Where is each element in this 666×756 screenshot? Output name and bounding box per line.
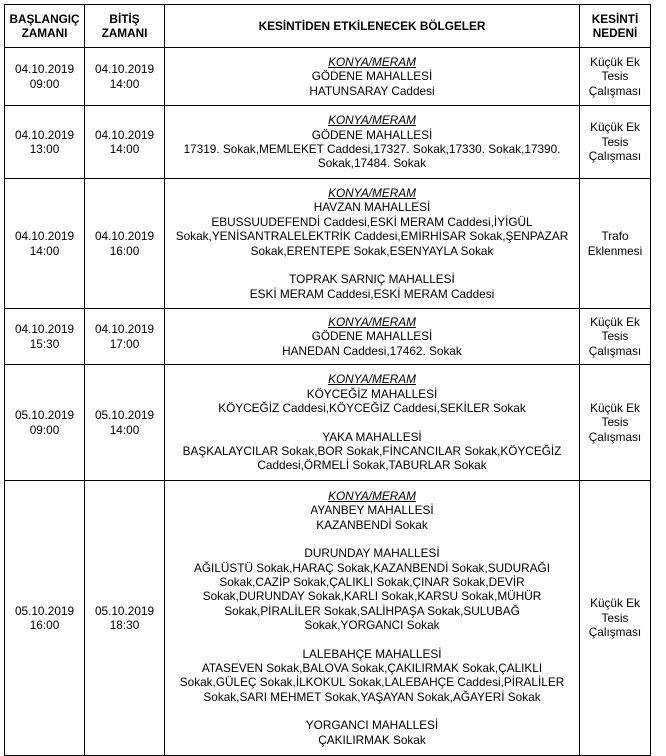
region-spacer <box>167 633 577 647</box>
street-list-line: HANEDAN Caddesi,17462. Sokak <box>282 343 462 358</box>
neighborhood-name: KÖYCEĞİZ MAHALLESİ <box>306 386 438 401</box>
start-time-cell: 04.10.2019 09:00 <box>5 48 85 106</box>
street-list-line: KÖYCEĞİZ Caddesi,KÖYCEĞİZ Caddesi,SEKİLER Sokak <box>218 401 526 416</box>
affected-regions-cell <box>165 365 580 481</box>
street-list-line: EBUSSUUDEFENDİ Caddesi,ESKİ MERAM Caddesi,İYİGÜL <box>211 214 533 229</box>
province-label: KONYA/MERAM <box>328 186 416 201</box>
street-list-line: ATASEVEN Sokak,BALOVA Sokak,ÇAKILIRMAK Sokak,ÇALIKLI <box>201 661 543 676</box>
header-end-time: BİTİŞ ZAMANI <box>85 5 165 48</box>
neighborhood-name: GÖDENE MAHALLESİ <box>311 329 433 344</box>
table-row <box>5 179 651 309</box>
outage-table <box>4 4 651 756</box>
province-label: KONYA/MERAM <box>328 314 416 329</box>
street-list-line: Sokak,GÜLEÇ Sokak,İLKOKUL Sokak,LALEBAHÇE Caddesi,PİRALİLER <box>179 675 565 690</box>
neighborhood-name: YORGANCI MAHALLESİ <box>305 718 439 733</box>
end-time-cell: 04.10.2019 16:00 <box>85 179 165 309</box>
header-affected-regions: KESİNTİDEN ETKİLENECEK BÖLGELER <box>165 5 580 48</box>
start-time-cell: 04.10.2019 15:30 <box>5 309 85 365</box>
region-spacer <box>167 416 577 430</box>
street-list-line: Sokak,17484. Sokak <box>317 156 427 171</box>
table-row <box>5 106 651 179</box>
table-row <box>5 309 651 365</box>
header-row <box>5 5 651 48</box>
neighborhood-name: GÖDENE MAHALLESİ <box>311 69 433 84</box>
neighborhood-name: DURUNDAY MAHALLESİ <box>304 546 440 561</box>
table-row <box>5 48 651 106</box>
province-label: KONYA/MERAM <box>328 113 416 128</box>
street-list-line: Sokak,DURUNDAY Sokak,KARLI Sokak,KARSU Sokak,MÜHÜR <box>202 589 542 604</box>
street-list-line: Sokak,ERENTEPE Sokak,ESENYAYLA Sokak <box>250 243 494 258</box>
header-start-time: BAŞLANGIÇ ZAMANI <box>5 5 85 48</box>
street-list-line: Sokak,SARI MEHMET Sokak,YAŞAYAN Sokak,AĞAYERİ Sokak <box>203 689 541 704</box>
region-spacer <box>167 532 577 546</box>
header-outage-reason: KESİNTİ NEDENİ <box>580 5 651 48</box>
street-list-line: HATUNSARAY Caddesi <box>309 83 435 98</box>
province-label: KONYA/MERAM <box>328 372 416 387</box>
street-list-line: Sokak,CAZİP Sokak,ÇALIKLI Sokak,ÇINAR Sokak,DEVİR <box>219 574 525 589</box>
outage-reason-cell: Trafo Eklenmesi <box>580 179 651 309</box>
neighborhood-name: YAKA MAHALLESİ <box>322 429 422 444</box>
affected-regions-cell <box>165 48 580 106</box>
end-time-cell: 04.10.2019 14:00 <box>85 48 165 106</box>
outage-reason-cell: Küçük Ek Tesis Çalışması <box>580 365 651 481</box>
street-list-line: Caddesi,ÖRMELİ Sokak,TABURLAR Sokak <box>257 458 487 473</box>
street-list-line: BAŞKALAYCILAR Sokak,BOR Sokak,FİNCANCILAR Sokak,KÖYCEĞİZ <box>182 443 562 458</box>
end-time-cell: 04.10.2019 14:00 <box>85 106 165 179</box>
table-row <box>5 365 651 481</box>
end-time-cell: 04.10.2019 17:00 <box>85 309 165 365</box>
neighborhood-name: AYANBEY MAHALLESİ <box>310 503 434 518</box>
neighborhood-name: HAVZAN MAHALLESİ <box>313 200 431 215</box>
street-list-line: Sokak,YENİSANTRALELEKTRİK Caddesi,EMİRHİSAR Sokak,ŞENPAZAR <box>175 229 569 244</box>
region-spacer <box>167 704 577 718</box>
province-label: KONYA/MERAM <box>328 54 416 69</box>
outage-reason-cell: Küçük Ek Tesis Çalışması <box>580 309 651 365</box>
affected-regions-cell <box>165 309 580 365</box>
outage-reason-cell: Küçük Ek Tesis Çalışması <box>580 481 651 756</box>
affected-regions-cell <box>165 179 580 309</box>
neighborhood-name: LALEBAHÇE MAHALLESİ <box>302 646 442 661</box>
street-list-line: 17319. Sokak,MEMLEKET Caddesi,17327. Sokak,17330. Sokak,17390. <box>183 142 561 156</box>
street-list-line: Sokak,YORGANCI Sokak <box>304 618 440 633</box>
street-list-line: Sokak,PİRALİLER Sokak,SALİHPAŞA Sokak,SULUBAĞ <box>224 603 520 618</box>
start-time-cell: 04.10.2019 14:00 <box>5 179 85 309</box>
street-list-line: ÇAKILIRMAK Sokak <box>318 732 426 747</box>
region-spacer <box>167 258 577 272</box>
start-time-cell: 05.10.2019 16:00 <box>5 481 85 756</box>
end-time-cell: 05.10.2019 14:00 <box>85 365 165 481</box>
outage-reason-cell: Küçük Ek Tesis Çalışması <box>580 48 651 106</box>
affected-regions-cell <box>165 106 580 179</box>
start-time-cell: 05.10.2019 09:00 <box>5 365 85 481</box>
start-time-cell: 04.10.2019 13:00 <box>5 106 85 179</box>
table-row <box>5 481 651 756</box>
province-label: KONYA/MERAM <box>328 488 416 503</box>
outage-reason-cell: Küçük Ek Tesis Çalışması <box>580 106 651 179</box>
affected-regions-cell <box>165 481 580 756</box>
neighborhood-name: GÖDENE MAHALLESİ <box>311 127 433 142</box>
street-list-line: KAZANBENDİ Sokak <box>316 517 428 532</box>
street-list-line: AĞILÜSTÜ Sokak,HARAÇ Sokak,KAZANBENDİ Sokak,SUDURAĞI <box>194 560 550 575</box>
neighborhood-name: TOPRAK SARNIÇ MAHALLESİ <box>289 272 455 287</box>
street-list-line: ESKİ MERAM Caddesi,ESKİ MERAM Caddesi <box>249 286 495 301</box>
end-time-cell: 05.10.2019 18:30 <box>85 481 165 756</box>
